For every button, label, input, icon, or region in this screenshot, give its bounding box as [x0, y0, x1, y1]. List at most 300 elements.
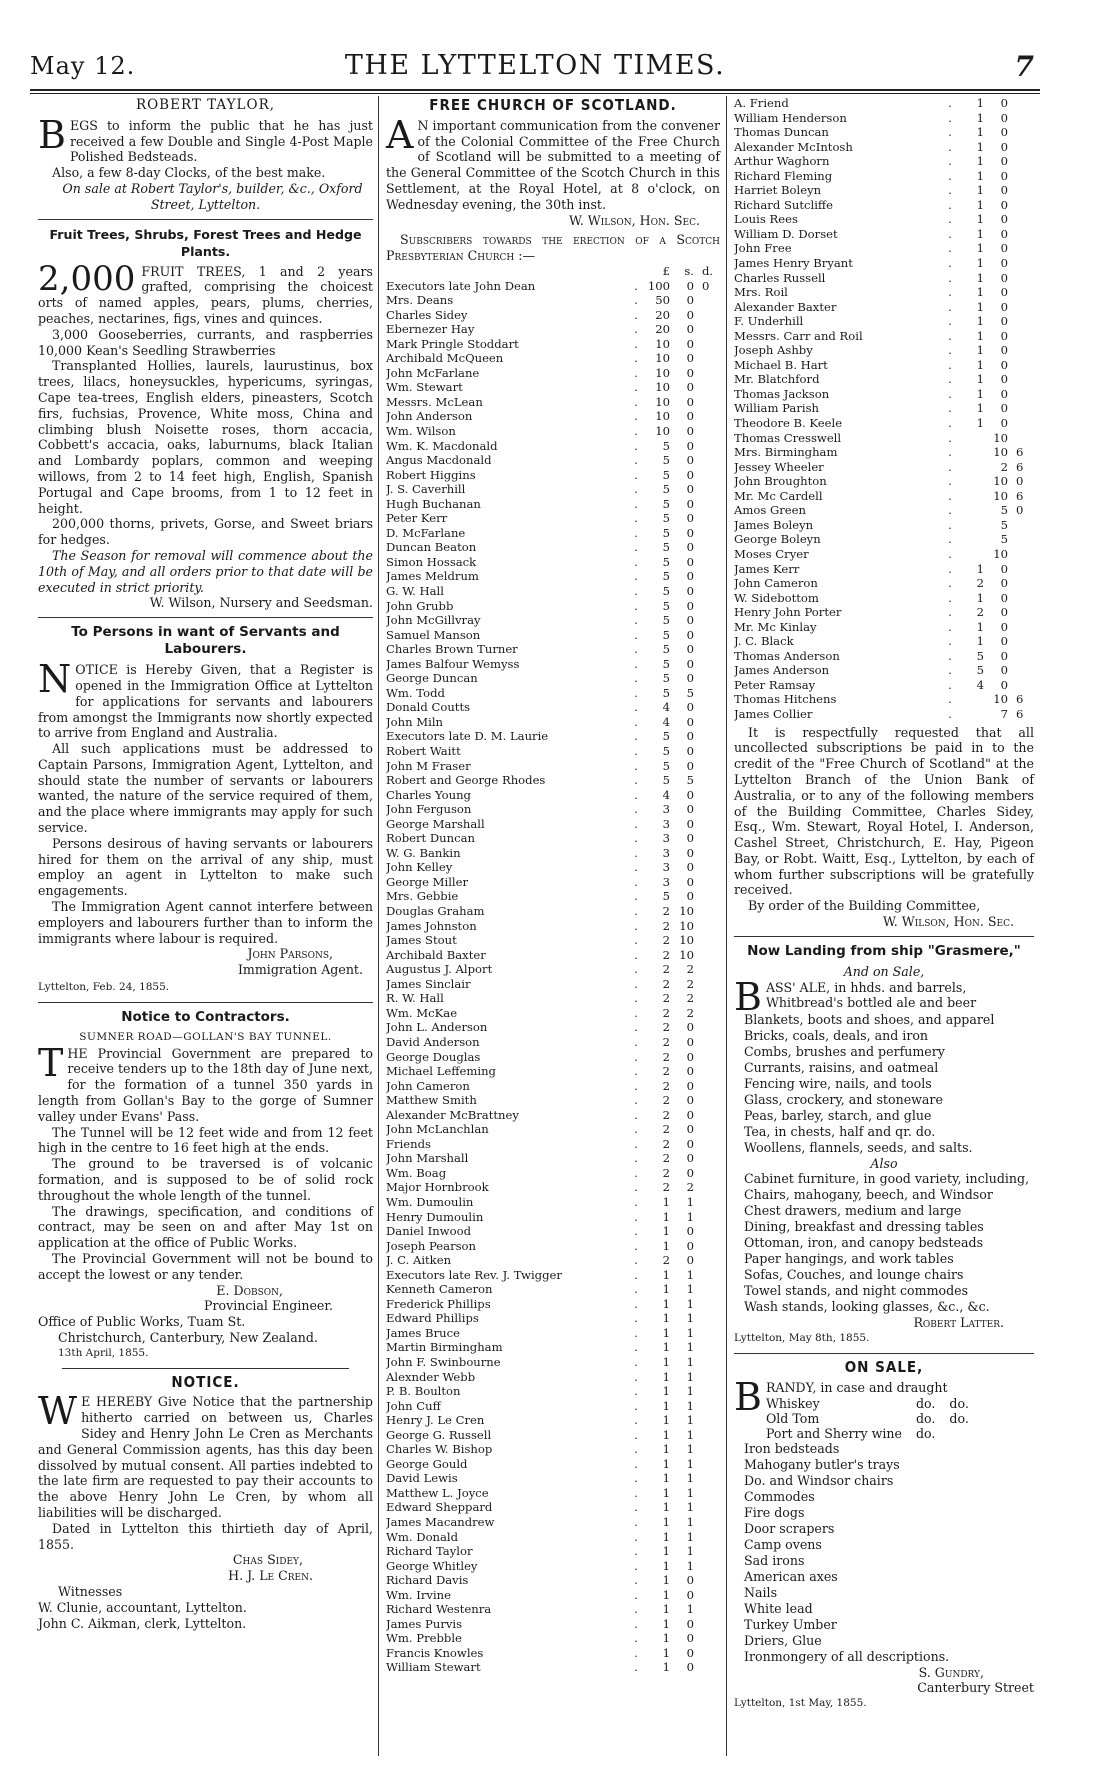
dot-leader: . [634, 758, 638, 773]
subscriber-name: Wm. Irvine [386, 1587, 451, 1602]
list-item: White lead [744, 1600, 813, 1616]
dot-leader: . [634, 744, 638, 759]
shillings: 0 [686, 889, 694, 904]
subscriber-name: Michael Leffeming [386, 1064, 496, 1079]
pence [702, 1384, 720, 1399]
pence: 6 [1016, 488, 1024, 503]
dot-leader: . [948, 154, 952, 169]
table-row [734, 96, 1034, 111]
dot-leader: . [634, 1354, 638, 1369]
subscriber-name: Peter Kerr [386, 511, 448, 526]
table-row [386, 1282, 720, 1297]
subscriber-name: Robert and George Rhodes [386, 773, 546, 788]
shillings: 0 [1000, 96, 1008, 110]
dot-leader: . [634, 1267, 638, 1282]
shillings: 0 [686, 744, 694, 759]
shillings: 0 [1000, 270, 1008, 285]
subscriber-name: Thomas Jackson [734, 386, 830, 401]
dot-leader: . [634, 642, 638, 657]
pence: 6 [1016, 459, 1024, 474]
pence [702, 1660, 720, 1675]
subscriber-name: John Ferguson [386, 802, 472, 817]
subscriber-name: Mr. Blatchford [734, 372, 820, 387]
shillings: 0 [1000, 314, 1008, 329]
dot-leader: . [634, 1282, 638, 1297]
subscriber-name: Hugh Buchanan [386, 496, 481, 511]
pounds: 1 [976, 372, 984, 387]
subscriber-name: John Cuff [386, 1398, 441, 1413]
dot-leader: . [948, 285, 952, 300]
ad-title: ROBERT TAYLOR, [135, 97, 276, 113]
pounds: 50 [655, 293, 670, 308]
shillings: 10 [679, 918, 694, 933]
subscriber-name: William D. Dorset [734, 226, 838, 241]
table-row [386, 366, 720, 381]
dot-leader: . [634, 787, 638, 802]
dot-leader: . [948, 445, 952, 460]
pounds: 2 [662, 1020, 670, 1035]
pence [702, 788, 720, 803]
dot-leader: . [948, 197, 952, 212]
page-header [30, 50, 1040, 86]
dot-leader: . [634, 540, 638, 555]
subscriber-name: Martin Birmingham [386, 1340, 503, 1355]
pounds: 10 [655, 423, 670, 438]
table-row [386, 1239, 720, 1254]
subscriber-name: Charles Sidey [386, 307, 468, 322]
table-row [386, 1122, 720, 1137]
ad-title: To Persons in want of Servants and Labourers. [71, 624, 340, 658]
pence [702, 1195, 720, 1210]
shillings: 0 [686, 787, 694, 802]
shillings: 0 [686, 496, 694, 511]
shillings: 0 [1000, 372, 1008, 387]
drop-cap: B [38, 112, 66, 157]
subscriber-name: Alexnder Webb [386, 1369, 476, 1384]
pounds: 2 [662, 1034, 670, 1049]
pounds: 5 [662, 584, 670, 598]
column-1 [38, 96, 373, 1631]
shillings: 0 [686, 482, 694, 497]
pence [702, 1515, 720, 1530]
table-row [386, 1355, 720, 1370]
table-row [734, 401, 1034, 416]
subscriber-name: John McFarlane [386, 365, 480, 380]
table-row [386, 1195, 720, 1210]
pence [1016, 96, 1034, 111]
shillings: 0 [686, 613, 694, 628]
pence [702, 860, 720, 875]
pence [702, 540, 720, 555]
shillings: 0 [1000, 605, 1008, 620]
pounds: 1 [662, 1442, 670, 1457]
table-row [386, 569, 720, 584]
list-item: Glass, crockery, and stoneware [744, 1091, 943, 1107]
shillings: 5 [686, 685, 694, 700]
pence [702, 715, 720, 730]
list-item: Combs, brushes and perfumery [744, 1043, 945, 1059]
dot-leader: . [634, 729, 638, 744]
pence [702, 1573, 720, 1588]
ad-body: HE Provincial Government are prepared to receive tenders up to the 18th day of June next, for the formation of a tunnel 350 yards in length from Gollan's Bay to the gorge of Sumner valley under Evans' Pass. [38, 1045, 373, 1124]
shillings: 0 [686, 1107, 694, 1122]
partnership-notice [38, 1372, 373, 1632]
dot-leader: . [634, 1369, 638, 1384]
shillings: 1 [686, 1325, 694, 1340]
pounds: 5 [976, 663, 984, 678]
list-item: Do. and Windsor chairs [744, 1472, 894, 1488]
table-row [734, 372, 1034, 387]
table-row [734, 503, 1034, 518]
table-row [734, 518, 1034, 533]
pounds: 5 [662, 685, 670, 700]
shillings: 1 [686, 1602, 694, 1617]
list-item: Tea, in chests, half and qr. do. [744, 1123, 936, 1139]
pounds: 2 [662, 991, 670, 1006]
dot-leader: . [948, 125, 952, 140]
ad-body: All such applications must be addressed to Captain Parsons, Immigration Agent, Lyttelton, and should state the number of servants or labourers wanted, the nature of the service required of them, and the place where immigrants may apply for such service. [38, 741, 373, 836]
signature: Immigration Agent. [237, 962, 363, 978]
subscriber-name: George Gould [386, 1456, 468, 1471]
ad-date: Lyttelton, Feb. 24, 1855. [38, 981, 170, 994]
ad-body: The Immigration Agent cannot interfere between employers and labourers further than to inform the immigrants where labour is required. [38, 899, 373, 946]
list-item: Wash stands, looking glasses, &c., &c. [744, 1299, 990, 1315]
ad-body: The Provincial Government will not be bound to accept the lowest or any tender. [38, 1251, 373, 1282]
table-row [386, 1399, 720, 1414]
table-row [386, 1326, 720, 1341]
dot-leader: . [634, 1340, 638, 1355]
table-row [386, 1297, 720, 1312]
shillings: 0 [686, 336, 694, 351]
dot-leader: . [634, 685, 638, 700]
table-row [734, 343, 1034, 358]
ad-title: Fruit Trees, Shrubs, Forest Trees and Hedge Plants. [49, 226, 362, 259]
pence [702, 759, 720, 774]
pence [1016, 154, 1034, 169]
shillings: 10 [679, 947, 694, 962]
pence [702, 1326, 720, 1341]
shillings: 0 [686, 511, 694, 526]
table-row [386, 1471, 720, 1486]
page-number: 7 [1014, 50, 1034, 83]
shillings: 0 [686, 1587, 694, 1602]
pounds: 1 [662, 1558, 670, 1573]
pounds [956, 474, 990, 489]
shillings: 0 [686, 584, 694, 598]
shillings: 0 [686, 598, 694, 613]
pence [702, 1428, 720, 1443]
dot-leader: . [634, 947, 638, 962]
pence [1016, 271, 1034, 286]
shillings: 0 [1000, 168, 1008, 183]
pence [702, 1646, 720, 1661]
shillings: 0 [686, 380, 694, 395]
shillings: 1 [686, 1311, 694, 1326]
subscriber-name: Mrs. Deans [386, 293, 454, 308]
pounds: 1 [976, 357, 984, 372]
shillings: 0 [686, 1238, 694, 1253]
pence [702, 1530, 720, 1545]
shillings: 5 [1000, 517, 1008, 532]
dot-leader: . [634, 1413, 638, 1428]
table-row [734, 576, 1034, 591]
subscriber-name: Richard Westenra [386, 1602, 492, 1617]
shillings: 1 [686, 1194, 694, 1209]
table-row [386, 1384, 720, 1399]
dot-leader: . [948, 183, 952, 198]
table-row [386, 671, 720, 686]
dot-leader: . [634, 627, 638, 642]
table-row [734, 489, 1034, 504]
subscriber-name: Michael B. Hart [734, 357, 828, 372]
subscriber-name: James Kerr [734, 561, 800, 576]
table-row [386, 1486, 720, 1501]
pounds: 5 [662, 438, 670, 453]
pence [702, 1588, 720, 1603]
shillings: 0 [686, 1631, 694, 1646]
pounds: 5 [662, 453, 670, 468]
shillings: 0 [686, 802, 694, 817]
list-item: Fire dogs [744, 1504, 805, 1520]
dot-leader: . [634, 278, 638, 293]
shillings: 5 [1000, 532, 1008, 547]
subscriber-name: Wm. Boag [386, 1165, 447, 1180]
subscriber-name: Angus Macdonald [386, 453, 492, 468]
shillings: 0 [1000, 285, 1008, 300]
table-row [386, 788, 720, 803]
dot-leader: . [948, 561, 952, 576]
shillings: 1 [686, 1427, 694, 1442]
subscriber-name: David Anderson [386, 1034, 480, 1049]
table-row [386, 395, 720, 410]
table-row [734, 591, 1034, 606]
table-row [386, 773, 720, 788]
shillings: 1 [686, 1515, 694, 1529]
subscriber-name: Wm. Prebble [386, 1631, 462, 1646]
subscriber-name: Duncan Beaton [386, 540, 477, 555]
table-row [734, 445, 1034, 460]
dot-leader: . [634, 307, 638, 322]
dot-leader: . [634, 845, 638, 860]
dot-leader: . [634, 322, 638, 337]
pounds: 3 [662, 874, 670, 889]
shillings: 0 [686, 1064, 694, 1079]
pence [1016, 547, 1034, 562]
subscriber-name: Ebernezer Hay [386, 322, 475, 337]
shillings: 0 [1000, 416, 1008, 431]
pounds [956, 707, 990, 722]
subscriber-name: Executors late John Dean [386, 278, 536, 293]
table-row [386, 1530, 720, 1545]
pounds: 1 [662, 1282, 670, 1297]
pounds: 2 [662, 947, 670, 962]
dot-leader: . [948, 546, 952, 561]
signature: John Parsons, [247, 946, 333, 962]
shillings: 0 [686, 860, 694, 875]
pounds: 2 [662, 1005, 670, 1020]
dot-leader: . [948, 648, 952, 663]
shillings: 0 [686, 1224, 694, 1239]
pounds [956, 445, 990, 460]
subscriber-name: James Henry Bryant [734, 256, 853, 271]
table-row [386, 1093, 720, 1108]
pence [702, 1180, 720, 1195]
pounds: 1 [976, 401, 984, 416]
table-row [386, 511, 720, 526]
pounds: 10 [655, 409, 670, 424]
pounds: 1 [976, 125, 984, 140]
shillings: 0 [686, 1253, 694, 1268]
shillings: 0 [1000, 343, 1008, 358]
dot-leader: . [948, 459, 952, 474]
dot-leader: . [634, 482, 638, 497]
spirits-table [766, 1396, 983, 1441]
subscriber-name: Matthew Smith [386, 1093, 477, 1108]
dot-leader: . [634, 976, 638, 991]
dot-leader: . [634, 1005, 638, 1020]
pounds: 5 [662, 889, 670, 904]
pounds: 2 [662, 1093, 670, 1108]
dot-leader: . [948, 328, 952, 343]
pounds: 2 [662, 933, 670, 948]
pounds: 1 [976, 386, 984, 401]
dot-leader: . [948, 576, 952, 591]
shillings: 10 [993, 488, 1008, 503]
dot-leader: . [634, 1660, 638, 1675]
header-rule [30, 89, 1040, 94]
table-row [386, 322, 720, 337]
pence [702, 1486, 720, 1501]
dot-leader: . [634, 598, 638, 613]
pounds: 1 [662, 1384, 670, 1399]
separator [38, 1002, 373, 1003]
shillings: 0 [686, 540, 694, 555]
table-row [734, 547, 1034, 562]
dot-leader: . [634, 874, 638, 889]
table-row [734, 212, 1034, 227]
table-row [386, 715, 720, 730]
pounds [956, 489, 990, 504]
contractors-ad [38, 1009, 373, 1362]
pounds: 1 [976, 110, 984, 125]
shillings: 0 [686, 1020, 694, 1035]
pence [702, 1602, 720, 1617]
pence [702, 555, 720, 570]
pounds: 5 [662, 642, 670, 657]
pounds: 2 [662, 904, 670, 919]
subscriber-name: James Bruce [386, 1325, 460, 1340]
pence [1016, 314, 1034, 329]
table-row [766, 1426, 983, 1441]
spirits-cell: do. [949, 1395, 969, 1411]
dot-leader: . [634, 1049, 638, 1064]
dot-leader: . [948, 503, 952, 518]
list-item: Dining, breakfast and dressing tables [744, 1219, 984, 1235]
shillings: 0 [686, 1616, 694, 1631]
pence [702, 962, 720, 977]
pounds: 1 [662, 1456, 670, 1471]
subscriber-name: John Broughton [734, 474, 827, 489]
pence [1016, 401, 1034, 416]
shillings: 10 [993, 474, 1008, 489]
table-row [386, 526, 720, 541]
dot-leader: . [634, 1180, 638, 1195]
pence [702, 1442, 720, 1457]
pence [702, 657, 720, 672]
goods-list [734, 1012, 1034, 1156]
table-row [386, 628, 720, 643]
pence [702, 1413, 720, 1428]
signature: W. Wilson, Hon. Sec. [883, 914, 1014, 930]
subscriber-name: Peter Ramsay [734, 677, 816, 692]
table-row [386, 1050, 720, 1065]
dot-leader: . [634, 656, 638, 671]
ad-body: FRUIT TREES, 1 and 2 years grafted, comprising the choicest orts of named apples, pears, plums, cherries, peaches, nectarines, figs, vines and quinces. [38, 263, 373, 326]
pounds: 1 [976, 183, 984, 198]
pounds: 1 [662, 1209, 670, 1224]
subscriber-name: Harriet Boleyn [734, 183, 822, 198]
table-row [734, 125, 1034, 140]
shillings: 0 [686, 1660, 694, 1675]
table-row [386, 1559, 720, 1574]
table-row [734, 707, 1034, 722]
table-row [734, 329, 1034, 344]
shillings: 0 [1000, 677, 1008, 692]
shillings: 0 [686, 1049, 694, 1064]
pence [702, 729, 720, 744]
table-row [386, 1428, 720, 1443]
pence [702, 831, 720, 846]
shillings: 5 [1000, 503, 1008, 518]
dot-leader: . [634, 1573, 638, 1588]
subscriber-name: A. Friend [734, 96, 789, 110]
pounds: 5 [662, 598, 670, 613]
column-3 [734, 96, 1034, 1712]
table-row [734, 387, 1034, 402]
table-row [386, 919, 720, 934]
dot-leader: . [634, 1194, 638, 1209]
subscriber-name: G. W. Hall [386, 584, 444, 598]
shillings: 10 [993, 546, 1008, 561]
table-row [734, 256, 1034, 271]
subscriber-name: R. W. Hall [386, 991, 444, 1006]
shillings: 0 [1000, 299, 1008, 314]
pounds: 1 [976, 154, 984, 169]
shillings: 0 [1000, 634, 1008, 649]
pence [702, 1282, 720, 1297]
dot-leader: . [634, 293, 638, 308]
subscriber-name: William Henderson [734, 110, 847, 125]
pence [702, 744, 720, 759]
pence [702, 293, 720, 308]
dot-leader: . [634, 1544, 638, 1559]
shillings: 0 [686, 1093, 694, 1108]
subscriber-name: James Boleyn [734, 517, 814, 532]
table-row [386, 831, 720, 846]
pence [702, 1166, 720, 1181]
table-row [734, 300, 1034, 315]
table-row [386, 802, 720, 817]
subscriber-name: Charles Russell [734, 270, 826, 285]
subscription-table [386, 264, 720, 1675]
dot-leader: . [634, 409, 638, 424]
table-row [386, 1224, 720, 1239]
subscriber-name: James Sinclair [386, 976, 471, 991]
pounds: 5 [662, 613, 670, 628]
goods-list [734, 1441, 1034, 1665]
pence [1016, 241, 1034, 256]
pounds: 1 [662, 1500, 670, 1515]
